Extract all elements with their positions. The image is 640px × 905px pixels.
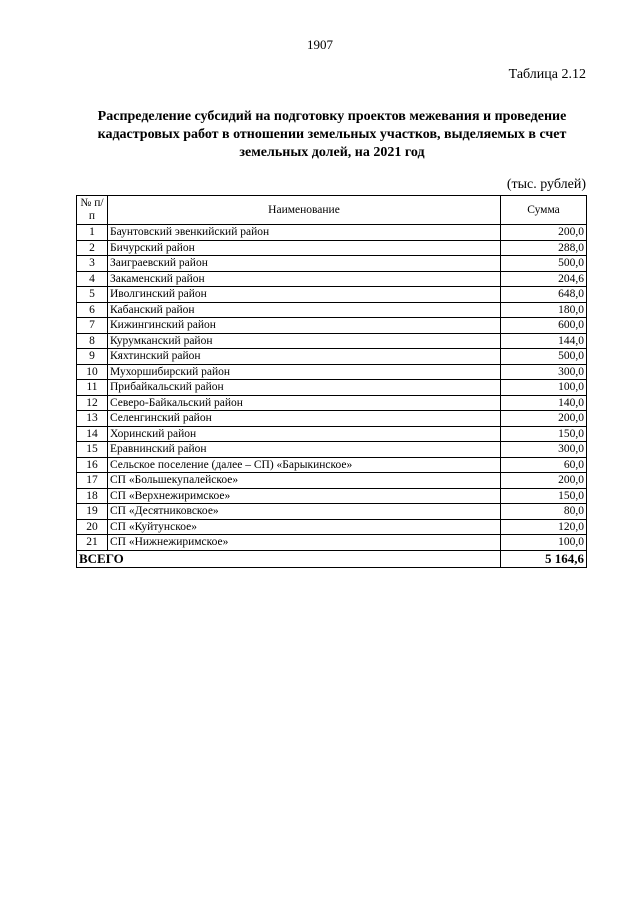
table-row bbox=[77, 302, 587, 318]
table-row bbox=[77, 535, 587, 551]
table-row bbox=[77, 364, 587, 380]
table-row bbox=[77, 473, 587, 489]
row-number: 21 bbox=[77, 535, 108, 551]
column-header-name: Наименование bbox=[108, 196, 501, 225]
row-number: 15 bbox=[77, 442, 108, 458]
row-number: 2 bbox=[77, 240, 108, 256]
row-name: Еравнинский район bbox=[108, 442, 501, 458]
row-number: 19 bbox=[77, 504, 108, 520]
row-number: 6 bbox=[77, 302, 108, 318]
row-sum: 500,0 bbox=[501, 349, 587, 365]
row-name: Прибайкальский район bbox=[108, 380, 501, 396]
table-row bbox=[77, 287, 587, 303]
row-number: 16 bbox=[77, 457, 108, 473]
column-header-sum: Сумма bbox=[501, 196, 587, 225]
row-number: 11 bbox=[77, 380, 108, 396]
table-row bbox=[77, 488, 587, 504]
table-row bbox=[77, 318, 587, 334]
row-sum: 200,0 bbox=[501, 473, 587, 489]
row-name: Иволгинский район bbox=[108, 287, 501, 303]
row-sum: 648,0 bbox=[501, 287, 587, 303]
row-name: Хоринский район bbox=[108, 426, 501, 442]
document-title: Распределение субсидий на подготовку проектов межевания и проведение кадастровых работ в отношении земельных участков, выделяемых в счет земельных долей, на 2021 год bbox=[97, 109, 567, 160]
row-name: Сельское поселение (далее – СП) «Барыкинское» bbox=[108, 457, 501, 473]
row-name: Кяхтинский район bbox=[108, 349, 501, 365]
row-sum: 300,0 bbox=[501, 442, 587, 458]
row-number: 13 bbox=[77, 411, 108, 427]
row-sum: 120,0 bbox=[501, 519, 587, 535]
row-name: Мухоршибирский район bbox=[108, 364, 501, 380]
row-number: 10 bbox=[77, 364, 108, 380]
table-row bbox=[77, 395, 587, 411]
total-row bbox=[77, 550, 587, 567]
row-sum: 144,0 bbox=[501, 333, 587, 349]
row-sum: 80,0 bbox=[501, 504, 587, 520]
row-number: 5 bbox=[77, 287, 108, 303]
row-number: 9 bbox=[77, 349, 108, 365]
row-name: СП «Куйтунское» bbox=[108, 519, 501, 535]
subsidy-table bbox=[76, 195, 587, 568]
row-sum: 100,0 bbox=[501, 380, 587, 396]
table-row bbox=[77, 225, 587, 241]
row-name: Заиграевский район bbox=[108, 256, 501, 272]
row-name: СП «Десятниковское» bbox=[108, 504, 501, 520]
row-sum: 60,0 bbox=[501, 457, 587, 473]
row-sum: 600,0 bbox=[501, 318, 587, 334]
row-name: Северо-Байкальский район bbox=[108, 395, 501, 411]
row-name: Закаменский район bbox=[108, 271, 501, 287]
table-row bbox=[77, 426, 587, 442]
table-row bbox=[77, 240, 587, 256]
units-label: (тыс. рублей) bbox=[506, 177, 586, 192]
row-sum: 288,0 bbox=[501, 240, 587, 256]
table-label: Таблица 2.12 bbox=[508, 67, 586, 82]
row-name: Курумканский район bbox=[108, 333, 501, 349]
row-sum: 204,6 bbox=[501, 271, 587, 287]
page-number: 1907 bbox=[307, 37, 333, 52]
row-number: 3 bbox=[77, 256, 108, 272]
table-row bbox=[77, 519, 587, 535]
table-row bbox=[77, 457, 587, 473]
table-row bbox=[77, 442, 587, 458]
table-row bbox=[77, 411, 587, 427]
table-row bbox=[77, 380, 587, 396]
table-body bbox=[77, 225, 587, 551]
total-label: ВСЕГО bbox=[77, 550, 501, 567]
row-sum: 200,0 bbox=[501, 225, 587, 241]
table-row bbox=[77, 256, 587, 272]
row-number: 14 bbox=[77, 426, 108, 442]
row-number: 7 bbox=[77, 318, 108, 334]
row-name: СП «Большекупалейское» bbox=[108, 473, 501, 489]
row-name: СП «Нижнежиримское» bbox=[108, 535, 501, 551]
row-name: Кижингинский район bbox=[108, 318, 501, 334]
row-name: Бичурский район bbox=[108, 240, 501, 256]
row-number: 1 bbox=[77, 225, 108, 241]
row-sum: 140,0 bbox=[501, 395, 587, 411]
total-sum: 5 164,6 bbox=[501, 550, 587, 567]
column-header-number: № п/п bbox=[77, 196, 108, 225]
row-name: Баунтовский эвенкийский район bbox=[108, 225, 501, 241]
row-sum: 150,0 bbox=[501, 488, 587, 504]
row-sum: 150,0 bbox=[501, 426, 587, 442]
table-row bbox=[77, 349, 587, 365]
table-row bbox=[77, 333, 587, 349]
row-name: СП «Верхнежиримское» bbox=[108, 488, 501, 504]
row-number: 18 bbox=[77, 488, 108, 504]
row-name: Кабанский район bbox=[108, 302, 501, 318]
table-row bbox=[77, 504, 587, 520]
row-number: 8 bbox=[77, 333, 108, 349]
row-number: 20 bbox=[77, 519, 108, 535]
row-name: Селенгинский район bbox=[108, 411, 501, 427]
row-sum: 500,0 bbox=[501, 256, 587, 272]
row-number: 17 bbox=[77, 473, 108, 489]
row-sum: 180,0 bbox=[501, 302, 587, 318]
row-number: 12 bbox=[77, 395, 108, 411]
table-row bbox=[77, 271, 587, 287]
row-sum: 200,0 bbox=[501, 411, 587, 427]
row-sum: 300,0 bbox=[501, 364, 587, 380]
row-number: 4 bbox=[77, 271, 108, 287]
table-header-row bbox=[77, 196, 587, 225]
row-sum: 100,0 bbox=[501, 535, 587, 551]
